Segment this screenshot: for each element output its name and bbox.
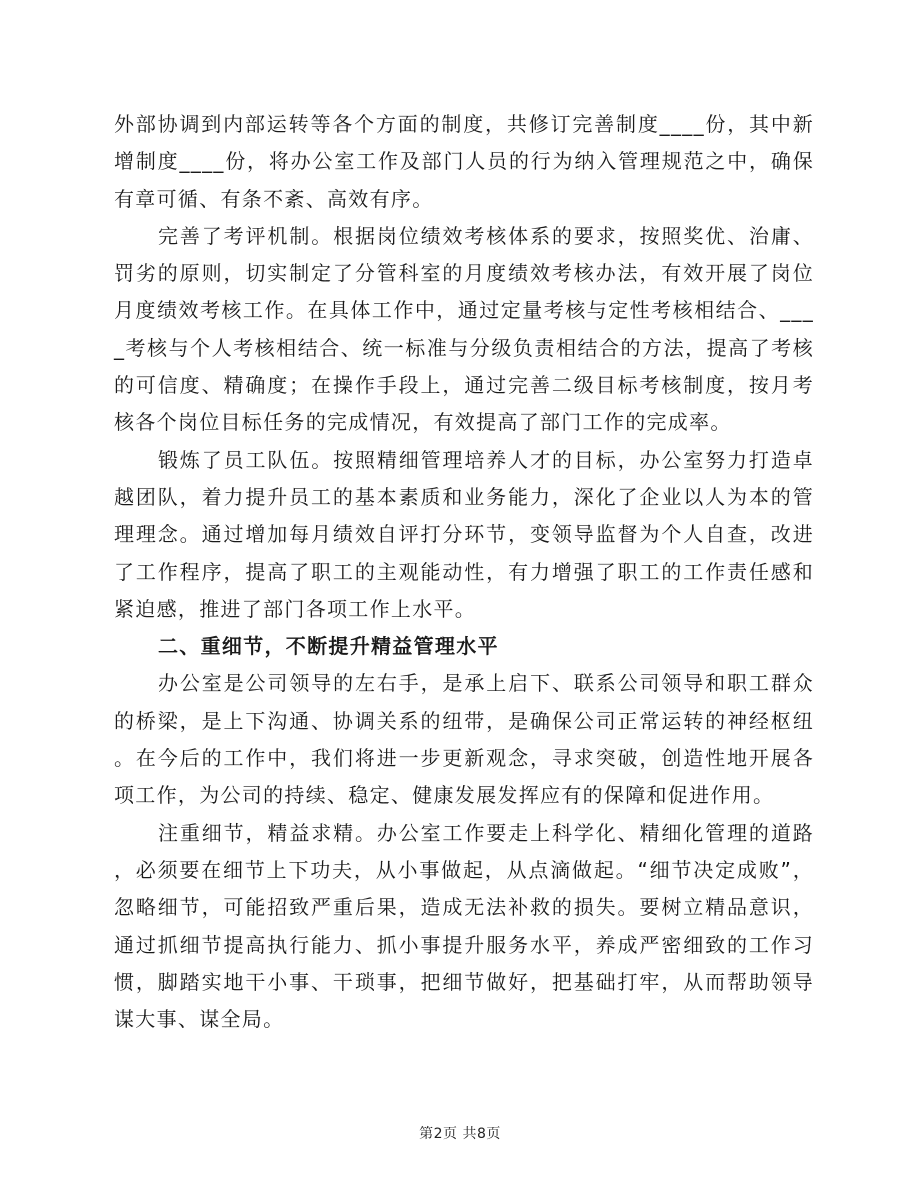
paragraph-continued: 外部协调到内部运转等各个方面的制度，共修订完善制度____份，其中新增制度____份，将办公室工作及部门人员的行为纳入管理规范之中，确保有章可循、有条不紊、高效有序。 bbox=[114, 112, 814, 211]
paragraph-office-role: 办公室是公司领导的左右手，是承上启下、联系公司领导和职工群众的桥梁，是上下沟通、协调关系的纽带，是确保公司正常运转的神经枢纽。在今后的工作中，我们将进一步更新观念，寻求突破，创造性地开展各项工作，为公司的持续、稳定、健康发展发挥应有的保障和促进作用。 bbox=[114, 671, 814, 808]
paragraph-evaluation-mechanism: 完善了考评机制。根据岗位绩效考核体系的要求，按照奖优、治庸、罚劣的原则，切实制定了分管科室的月度绩效考核办法，有效开展了岗位月度绩效考核工作。在具体工作中，通过定量考核与定性考核相结合、____考核与个人考核相结合、统一标准与分级负责相结合的方法，提高了考核的可信度、精确度；在操作手段上，通过完善二级目标考核制度，按月考核各个岗位目标任务的完成情况，有效提高了部门工作的完成率。 bbox=[114, 223, 814, 435]
page-number-footer: 第2页 共8页 bbox=[419, 1126, 501, 1142]
paragraph-staff-training: 锻炼了员工队伍。按照精细管理培养人才的目标，办公室努力打造卓越团队，着力提升员工的基本素质和业务能力，深化了企业以人为本的管理理念。通过增加每月绩效自评打分环节，变领导监督为个人自查，改进了工作程序，提高了职工的主观能动性，有力增强了职工的工作责任感和紧迫感，推进了部门各项工作上水平。 bbox=[114, 447, 814, 621]
section-heading: 二、重细节，不断提升精益管理水平 bbox=[158, 634, 499, 659]
document-body bbox=[114, 106, 814, 1038]
paragraph-attention-to-detail: 注重细节，精益求精。办公室工作要走上科学化、精细化管理的道路，必须要在细节上下功夫，从小事做起，从点滴做起。“细节决定成败”，忽略细节，可能招致严重后果，造成无法补救的损失。要树立精品意识，通过抓细节提高执行能力、抓小事提升服务水平，养成严密细致的工作习惯，脚踏实地干小事、干琐事，把细节做好，把基础打牢，从而帮助领导谋大事、谋全局。 bbox=[114, 820, 814, 1032]
